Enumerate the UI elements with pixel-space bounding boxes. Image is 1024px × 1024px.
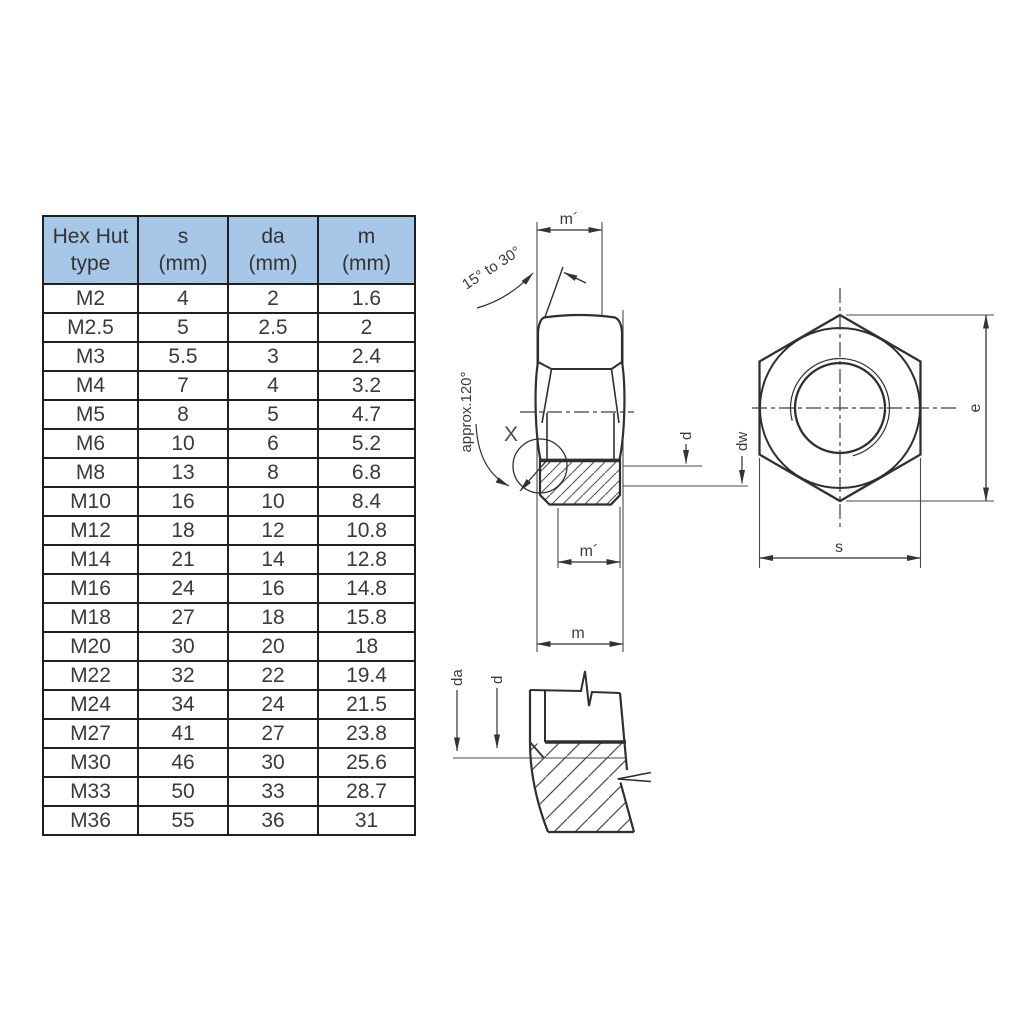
table-cell: 12 [228, 516, 318, 545]
table-cell: 27 [228, 719, 318, 748]
table-cell: 15.8 [318, 603, 415, 632]
table-cell: 2 [318, 313, 415, 342]
table-cell: 4.7 [318, 400, 415, 429]
s-label: s [835, 539, 843, 556]
table-cell: 55 [138, 806, 228, 835]
table-cell: 30 [228, 748, 318, 777]
table-cell: M18 [43, 603, 138, 632]
table-cell: 5 [138, 313, 228, 342]
table-cell: M30 [43, 748, 138, 777]
table-cell: 25.6 [318, 748, 415, 777]
table-cell: M10 [43, 487, 138, 516]
chamfer-angle-line [545, 267, 563, 317]
col-header-da-line2: (mm) [248, 252, 298, 275]
table-cell: 18 [228, 603, 318, 632]
table-cell: 18 [138, 516, 228, 545]
col-header-s-line2: (mm) [158, 252, 208, 275]
side-view [458, 211, 751, 652]
table-cell: 36 [228, 806, 318, 835]
chamfer-angle-label: 15° to 30° [459, 243, 524, 294]
table-cell: 32 [138, 661, 228, 690]
table-cell: M16 [43, 574, 138, 603]
detail-hatch [531, 743, 634, 831]
table-cell: 12.8 [318, 545, 415, 574]
table-cell: 8 [228, 458, 318, 487]
table-cell: M33 [43, 777, 138, 806]
table-cell: 14 [228, 545, 318, 574]
d-side-label: d [678, 431, 695, 440]
col-header-type-line1: Hex Hut [52, 224, 129, 248]
m-prime-bottom-label: m´ [579, 543, 599, 560]
table-cell: 20 [228, 632, 318, 661]
detail-top-edge [530, 671, 620, 706]
table-cell: 33 [228, 777, 318, 806]
table-cell: 2.4 [318, 342, 415, 371]
table-cell: 24 [138, 574, 228, 603]
table-cell: M5 [43, 400, 138, 429]
table-cell: 18 [318, 632, 415, 661]
table-cell: M12 [43, 516, 138, 545]
table-cell: 41 [138, 719, 228, 748]
table-cell: 8.4 [318, 487, 415, 516]
da-label: da [449, 669, 466, 686]
col-header-type-line2: type [70, 252, 111, 275]
table-cell: 5.5 [138, 342, 228, 371]
col-header-da-line1: da [261, 224, 285, 248]
table-cell: M4 [43, 371, 138, 400]
table-cell: 28.7 [318, 777, 415, 806]
table-cell: 31 [318, 806, 415, 835]
col-header-m-line1: m [357, 224, 376, 248]
table-cell: 21 [138, 545, 228, 574]
chamfer-angle-arrow [564, 273, 586, 284]
table-cell: 1.6 [318, 284, 415, 313]
table-cell: M22 [43, 661, 138, 690]
table-cell: M24 [43, 690, 138, 719]
table-cell: 34 [138, 690, 228, 719]
e-label: e [967, 403, 984, 413]
col-header-m-line2: (mm) [342, 252, 391, 275]
table-cell: M20 [43, 632, 138, 661]
table-cell: M36 [43, 806, 138, 835]
col-header-s-line1: s [177, 224, 189, 248]
table-cell: 6.8 [318, 458, 415, 487]
table-cell: 46 [138, 748, 228, 777]
table-cell: 4 [138, 284, 228, 313]
table-cell: 14.8 [318, 574, 415, 603]
front-view [752, 288, 994, 568]
table-cell: 10 [228, 487, 318, 516]
table-cell: 30 [138, 632, 228, 661]
detail-mark-label: X [503, 423, 519, 446]
table-cell: M14 [43, 545, 138, 574]
table-cell: 21.5 [318, 690, 415, 719]
table-cell: 50 [138, 777, 228, 806]
table-cell: 24 [228, 690, 318, 719]
table-cell: M2 [43, 284, 138, 313]
table-cell: 5.2 [318, 429, 415, 458]
table-cell: 3.2 [318, 371, 415, 400]
table-cell: 3 [228, 342, 318, 371]
table-cell: M27 [43, 719, 138, 748]
table-cell: 2 [228, 284, 318, 313]
table-cell: 23.8 [318, 719, 415, 748]
section-hatch [540, 460, 620, 505]
m-label: m [571, 625, 585, 642]
table-cell: 22 [228, 661, 318, 690]
table-cell: M3 [43, 342, 138, 371]
countersink-angle-label: approx.120° [458, 371, 475, 453]
table-cell: M6 [43, 429, 138, 458]
d-detail-label: d [489, 675, 506, 684]
table-cell: 6 [228, 429, 318, 458]
table-cell: 4 [228, 371, 318, 400]
table-cell: M2.5 [43, 313, 138, 342]
table-cell: 10 [138, 429, 228, 458]
table-cell: 16 [228, 574, 318, 603]
table-cell: 7 [138, 371, 228, 400]
detail-view [449, 669, 651, 832]
table-cell: 16 [138, 487, 228, 516]
m-prime-top-label: m´ [559, 211, 579, 228]
dw-label: dw [734, 431, 751, 451]
table-cell: 19.4 [318, 661, 415, 690]
table-cell: M8 [43, 458, 138, 487]
table-cell: 27 [138, 603, 228, 632]
table-cell: 5 [228, 400, 318, 429]
table-cell: 2.5 [228, 313, 318, 342]
table-cell: 8 [138, 400, 228, 429]
table-cell: 10.8 [318, 516, 415, 545]
table-cell: 13 [138, 458, 228, 487]
